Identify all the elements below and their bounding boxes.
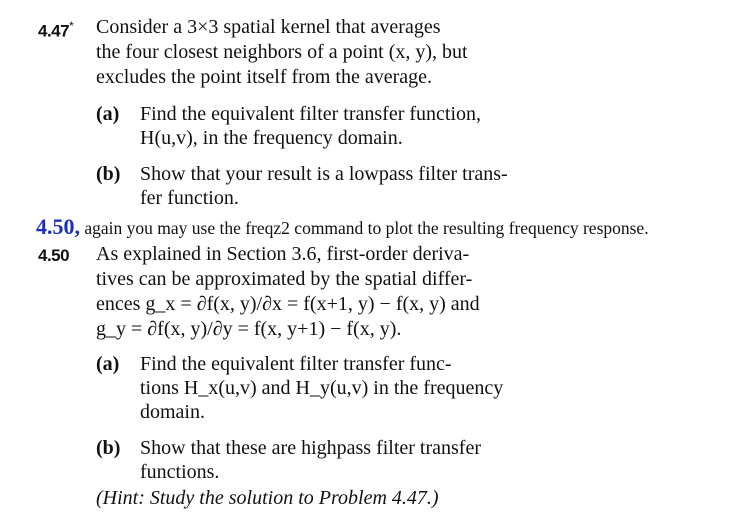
stem-line: excludes the point itself from the average. xyxy=(96,66,432,88)
stem-line: As explained in Section 3.6, first-order deriva- xyxy=(96,243,470,265)
star-mark: * xyxy=(69,19,74,33)
part-line: fer function. xyxy=(140,187,239,209)
problem-number-text: 4.47 xyxy=(38,21,70,41)
part-line: H(u,v), in the frequency domain. xyxy=(140,127,403,149)
part-line: functions. xyxy=(140,461,220,483)
problem-number xyxy=(38,19,73,42)
part-label: (b) xyxy=(96,163,121,185)
note-lead: 4.50, xyxy=(36,214,80,239)
part-b xyxy=(96,162,546,210)
problem-number-text: 4.50 xyxy=(38,246,70,265)
part-line: Show that your result is a lowpass filter trans- xyxy=(140,163,508,185)
stem-line: g_y = ∂f(x, y)/∂y = f(x, y+1) − f(x, y). xyxy=(96,318,402,340)
part-line: Find the equivalent filter transfer func- xyxy=(140,353,452,375)
part-label: (a) xyxy=(96,103,120,125)
part-a xyxy=(96,352,546,424)
part-b xyxy=(96,436,546,484)
part-line: Find the equivalent filter transfer function, xyxy=(140,103,482,125)
stem-line: the four closest neighbors of a point (x, y), but xyxy=(96,41,468,63)
part-label: (b) xyxy=(96,437,121,459)
stem-line: ences g_x = ∂f(x, y)/∂x = f(x+1, y) − f(x, y) and xyxy=(96,293,480,315)
stem-line: tives can be approximated by the spatial differ- xyxy=(96,268,473,290)
part-line: Show that these are highpass filter transfer xyxy=(140,437,482,459)
note-text: again you may use the freqz2 command to plot the resulting frequency response. xyxy=(80,218,649,238)
part-label: (a) xyxy=(96,353,120,375)
part-a xyxy=(96,102,546,150)
inserted-note xyxy=(36,214,744,240)
problem-stem xyxy=(96,242,546,342)
stem-line: Consider a 3×3 spatial kernel that averages xyxy=(96,16,441,38)
part-line: tions H_x(u,v) and H_y(u,v) in the frequency xyxy=(140,377,504,399)
problem-stem xyxy=(96,15,546,90)
part-line: domain. xyxy=(140,401,205,423)
problem-number xyxy=(38,246,69,266)
hint-text: (Hint: Study the solution to Problem 4.47.) xyxy=(96,487,439,509)
